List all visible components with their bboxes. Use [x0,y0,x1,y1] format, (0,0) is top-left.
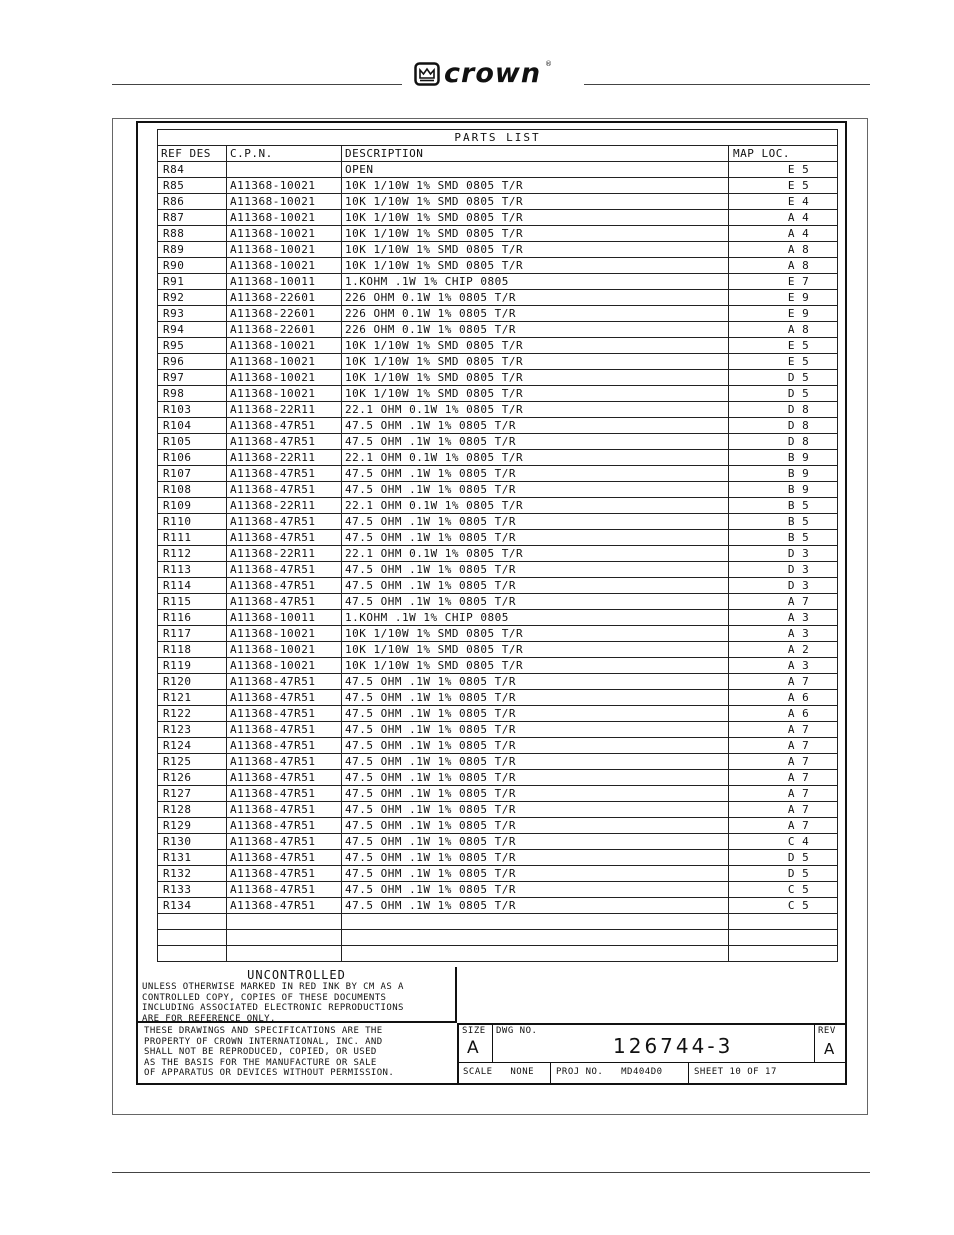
description-cell: 10K 1/10W 1% SMD 0805 T/R [342,194,729,210]
table-row [158,850,838,866]
description-cell: 47.5 OHM .1W 1% 0805 T/R [342,466,729,482]
description-cell: 47.5 OHM .1W 1% 0805 T/R [342,530,729,546]
ref-des-cell: R86 [158,194,227,210]
map-loc-cell: D 3 [729,546,838,562]
description-cell: 47.5 OHM .1W 1% 0805 T/R [342,514,729,530]
table-row [158,194,838,210]
cpn-cell: A11368-47R51 [227,706,342,722]
description-cell: 10K 1/10W 1% SMD 0805 T/R [342,354,729,370]
description-cell: 10K 1/10W 1% SMD 0805 T/R [342,226,729,242]
description-cell: 47.5 OHM .1W 1% 0805 T/R [342,866,729,882]
map-loc-cell: B 9 [729,450,838,466]
table-row [158,274,838,290]
description-cell: 47.5 OHM .1W 1% 0805 T/R [342,770,729,786]
cpn-cell: A11368-10021 [227,642,342,658]
description-cell: 10K 1/10W 1% SMD 0805 T/R [342,626,729,642]
map-loc-cell: B 5 [729,498,838,514]
table-row [158,818,838,834]
table-row [158,642,838,658]
dwg-no-cell [493,1025,815,1063]
map-loc-cell: E 5 [729,178,838,194]
description-cell: 10K 1/10W 1% SMD 0805 T/R [342,242,729,258]
table-row [158,898,838,914]
ref-des-cell: R96 [158,354,227,370]
cpn-cell: A11368-22601 [227,306,342,322]
cpn-cell: A11368-10011 [227,610,342,626]
cpn-cell: A11368-10021 [227,210,342,226]
table-row [158,322,838,338]
description-cell: 1.KOHM .1W 1% CHIP 0805 [342,274,729,290]
description-cell: 22.1 OHM 0.1W 1% 0805 T/R [342,402,729,418]
map-loc-cell: A 7 [729,818,838,834]
description-cell: 47.5 OHM .1W 1% 0805 T/R [342,850,729,866]
table-row [158,450,838,466]
ref-des-cell: R92 [158,290,227,306]
property-line: THESE DRAWINGS AND SPECIFICATIONS ARE THE [144,1026,383,1036]
ref-des-cell: R104 [158,418,227,434]
size-value: A [467,1038,480,1058]
description-cell: 1.KOHM .1W 1% CHIP 0805 [342,610,729,626]
cpn-cell: A11368-10021 [227,194,342,210]
parts-list-title-row [158,130,838,146]
cpn-cell: A11368-47R51 [227,514,342,530]
parts-list-table [157,129,838,962]
cpn-cell: A11368-47R51 [227,898,342,914]
parts-list-title: PARTS LIST [158,130,838,146]
description-cell: 22.1 OHM 0.1W 1% 0805 T/R [342,546,729,562]
description-cell: 226 OHM 0.1W 1% 0805 T/R [342,290,729,306]
cpn-cell: A11368-22601 [227,322,342,338]
table-row [158,530,838,546]
ref-des-cell: R127 [158,786,227,802]
ref-des-cell: R103 [158,402,227,418]
table-row [158,690,838,706]
description-cell: 47.5 OHM .1W 1% 0805 T/R [342,898,729,914]
map-loc-cell: A 7 [729,770,838,786]
drawing-number: 126744-3 [613,1034,734,1058]
description-cell: 47.5 OHM .1W 1% 0805 T/R [342,754,729,770]
scale-label: SCALE [463,1067,493,1077]
ref-des-cell: R110 [158,514,227,530]
ref-des-cell: R97 [158,370,227,386]
ref-des-cell: R93 [158,306,227,322]
description-cell: 226 OHM 0.1W 1% 0805 T/R [342,322,729,338]
map-loc-cell: E 5 [729,162,838,178]
table-row [158,482,838,498]
map-loc-cell: A 6 [729,690,838,706]
table-row [158,866,838,882]
description-cell: 10K 1/10W 1% SMD 0805 T/R [342,386,729,402]
map-loc-cell: E 4 [729,194,838,210]
crown-icon [414,62,440,86]
table-row [158,338,838,354]
description-cell: 47.5 OHM .1W 1% 0805 T/R [342,482,729,498]
blank-cell [227,930,342,946]
table-row [158,754,838,770]
cpn-cell: A11368-10021 [227,658,342,674]
table-row [158,226,838,242]
table-row [158,658,838,674]
cpn-cell: A11368-47R51 [227,578,342,594]
table-row [158,786,838,802]
blank-cell [342,946,729,962]
parts-list-header-row [158,146,838,162]
uncontrolled-line: UNLESS OTHERWISE MARKED IN RED INK BY CM AS A [142,982,404,992]
table-row [158,306,838,322]
cpn-cell: A11368-47R51 [227,786,342,802]
table-row [158,578,838,594]
table-row [158,210,838,226]
table-row [158,722,838,738]
cpn-cell [227,162,342,178]
ref-des-cell: R134 [158,898,227,914]
blank-cell [342,930,729,946]
ref-des-cell: R113 [158,562,227,578]
description-cell: 47.5 OHM .1W 1% 0805 T/R [342,722,729,738]
map-loc-cell: D 8 [729,434,838,450]
table-row [158,882,838,898]
map-loc-cell: A 4 [729,226,838,242]
ref-des-cell: R118 [158,642,227,658]
table-row [158,418,838,434]
cpn-cell: A11368-10021 [227,354,342,370]
header-description: DESCRIPTION [342,146,729,162]
blank-cell [729,930,838,946]
uncontrolled-title: UNCONTROLLED [247,968,346,982]
map-loc-cell: A 3 [729,658,838,674]
blank-cell [158,930,227,946]
description-cell: 47.5 OHM .1W 1% 0805 T/R [342,434,729,450]
blank-cell [729,946,838,962]
blank-row [158,914,838,930]
map-loc-cell: C 4 [729,834,838,850]
table-row [158,706,838,722]
cpn-cell: A11368-22R11 [227,450,342,466]
header-cpn: C.P.N. [227,146,342,162]
map-loc-cell: D 8 [729,402,838,418]
description-cell: OPEN [342,162,729,178]
cpn-cell: A11368-10021 [227,178,342,194]
table-row [158,354,838,370]
ref-des-cell: R119 [158,658,227,674]
cpn-cell: A11368-47R51 [227,866,342,882]
cpn-cell: A11368-22R11 [227,498,342,514]
table-row [158,242,838,258]
description-cell: 47.5 OHM .1W 1% 0805 T/R [342,786,729,802]
ref-des-cell: R131 [158,850,227,866]
proj-no-value: MD404D0 [621,1067,663,1077]
ref-des-cell: R132 [158,866,227,882]
blank-cell [158,914,227,930]
ref-des-cell: R130 [158,834,227,850]
map-loc-cell: C 5 [729,898,838,914]
description-cell: 47.5 OHM .1W 1% 0805 T/R [342,578,729,594]
ref-des-cell: R105 [158,434,227,450]
cpn-cell: A11368-10021 [227,386,342,402]
ref-des-cell: R95 [158,338,227,354]
description-cell: 47.5 OHM .1W 1% 0805 T/R [342,738,729,754]
table-row [158,386,838,402]
map-loc-cell: A 8 [729,258,838,274]
map-loc-cell: A 7 [729,754,838,770]
title-block [457,1023,847,1085]
table-row [158,370,838,386]
property-line: SHALL NOT BE REPRODUCED, COPIED, OR USED [144,1047,377,1057]
sheet-cell [689,1063,847,1085]
cpn-cell: A11368-47R51 [227,482,342,498]
ref-des-cell: R128 [158,802,227,818]
table-row [158,178,838,194]
map-loc-cell: B 5 [729,514,838,530]
cpn-cell: A11368-10011 [227,274,342,290]
header-rule-right [584,84,870,85]
cpn-cell: A11368-47R51 [227,674,342,690]
table-row [158,610,838,626]
cpn-cell: A11368-10021 [227,258,342,274]
ref-des-cell: R85 [158,178,227,194]
sheet-number: SHEET 10 OF 17 [694,1067,777,1077]
table-row [158,626,838,642]
description-cell: 10K 1/10W 1% SMD 0805 T/R [342,642,729,658]
ref-des-cell: R126 [158,770,227,786]
map-loc-cell: E 9 [729,290,838,306]
cpn-cell: A11368-10021 [227,626,342,642]
map-loc-cell: E 5 [729,354,838,370]
header-map-loc: MAP LOC. [729,146,838,162]
cpn-cell: A11368-47R51 [227,850,342,866]
rev-value: A [824,1040,835,1058]
description-cell: 47.5 OHM .1W 1% 0805 T/R [342,882,729,898]
description-cell: 226 OHM 0.1W 1% 0805 T/R [342,306,729,322]
footer-rule [112,1172,870,1173]
rev-cell [815,1025,847,1063]
ref-des-cell: R84 [158,162,227,178]
crown-logo [414,60,552,88]
scale-value: NONE [510,1067,535,1077]
table-row [158,674,838,690]
cpn-cell: A11368-47R51 [227,754,342,770]
map-loc-cell: A 7 [729,594,838,610]
table-row [158,546,838,562]
ref-des-cell: R123 [158,722,227,738]
map-loc-cell: C 5 [729,882,838,898]
map-loc-cell: A 7 [729,786,838,802]
blank-cell [342,914,729,930]
map-loc-cell: E 7 [729,274,838,290]
ref-des-cell: R114 [158,578,227,594]
description-cell: 47.5 OHM .1W 1% 0805 T/R [342,594,729,610]
map-loc-cell: A 2 [729,642,838,658]
map-loc-cell: A 8 [729,242,838,258]
rev-label: REV [818,1026,836,1036]
table-row [158,434,838,450]
cpn-cell: A11368-10021 [227,242,342,258]
dwg-no-label: DWG NO. [496,1026,538,1036]
description-cell: 22.1 OHM 0.1W 1% 0805 T/R [342,450,729,466]
ref-des-cell: R121 [158,690,227,706]
ref-des-cell: R124 [158,738,227,754]
table-row [158,738,838,754]
table-row [158,802,838,818]
cpn-cell: A11368-47R51 [227,466,342,482]
description-cell: 47.5 OHM .1W 1% 0805 T/R [342,834,729,850]
proj-no-cell [551,1063,689,1085]
map-loc-cell: A 4 [729,210,838,226]
map-loc-cell: D 3 [729,578,838,594]
cpn-cell: A11368-22R11 [227,402,342,418]
ref-des-cell: R117 [158,626,227,642]
property-line: OF APPARATUS OR DEVICES WITHOUT PERMISSION. [144,1068,395,1078]
map-loc-cell: D 8 [729,418,838,434]
cpn-cell: A11368-47R51 [227,834,342,850]
description-cell: 10K 1/10W 1% SMD 0805 T/R [342,210,729,226]
blank-cell [227,946,342,962]
property-line: AS THE BASIS FOR THE MANUFACTURE OR SALE [144,1057,377,1068]
map-loc-cell: D 5 [729,850,838,866]
ref-des-cell: R87 [158,210,227,226]
description-cell: 10K 1/10W 1% SMD 0805 T/R [342,338,729,354]
ref-des-cell: R120 [158,674,227,690]
cpn-cell: A11368-47R51 [227,722,342,738]
ref-des-cell: R108 [158,482,227,498]
ref-des-cell: R94 [158,322,227,338]
table-row [158,834,838,850]
table-row [158,466,838,482]
map-loc-cell: B 9 [729,482,838,498]
description-cell: 47.5 OHM .1W 1% 0805 T/R [342,674,729,690]
brand-wordmark: crown [444,58,542,89]
ref-des-cell: R133 [158,882,227,898]
table-row [158,402,838,418]
description-cell: 47.5 OHM .1W 1% 0805 T/R [342,690,729,706]
ref-des-cell: R88 [158,226,227,242]
map-loc-cell: D 5 [729,866,838,882]
ref-des-cell: R91 [158,274,227,290]
ref-des-cell: R106 [158,450,227,466]
cpn-cell: A11368-47R51 [227,770,342,786]
table-row [158,514,838,530]
description-cell: 47.5 OHM .1W 1% 0805 T/R [342,802,729,818]
map-loc-cell: A 7 [729,674,838,690]
uncontrolled-line: ARE FOR REFERENCE ONLY. [142,1013,276,1024]
table-row [158,162,838,178]
table-row [158,562,838,578]
table-row [158,290,838,306]
ref-des-cell: R115 [158,594,227,610]
blank-row [158,930,838,946]
cpn-cell: A11368-10021 [227,338,342,354]
map-loc-cell: B 5 [729,530,838,546]
cpn-cell: A11368-47R51 [227,418,342,434]
cpn-cell: A11368-47R51 [227,818,342,834]
map-loc-cell: E 5 [729,338,838,354]
ref-des-cell: R89 [158,242,227,258]
map-loc-cell: E 9 [729,306,838,322]
registered-mark: ® [545,60,553,68]
ref-des-cell: R90 [158,258,227,274]
description-cell: 47.5 OHM .1W 1% 0805 T/R [342,706,729,722]
uncontrolled-line: CONTROLLED COPY, COPIES OF THESE DOCUMENTS [142,992,387,1003]
map-loc-cell: A 6 [729,706,838,722]
ref-des-cell: R111 [158,530,227,546]
table-row [158,258,838,274]
uncontrolled-line: INCLUDING ASSOCIATED ELECTRONIC REPRODUCTIONS [142,1003,404,1013]
cpn-cell: A11368-47R51 [227,562,342,578]
table-row [158,498,838,514]
ref-des-cell: R122 [158,706,227,722]
uncontrolled-notice [138,967,457,1023]
map-loc-cell: A 3 [729,610,838,626]
description-cell: 10K 1/10W 1% SMD 0805 T/R [342,258,729,274]
map-loc-cell: B 9 [729,466,838,482]
table-row [158,770,838,786]
description-cell: 47.5 OHM .1W 1% 0805 T/R [342,418,729,434]
map-loc-cell: A 7 [729,722,838,738]
cpn-cell: A11368-10021 [227,226,342,242]
table-row [158,594,838,610]
map-loc-cell: D 5 [729,386,838,402]
map-loc-cell: A 8 [729,322,838,338]
map-loc-cell: A 3 [729,626,838,642]
blank-cell [158,946,227,962]
cpn-cell: A11368-47R51 [227,434,342,450]
ref-des-cell: R107 [158,466,227,482]
size-cell [459,1025,493,1063]
description-cell: 22.1 OHM 0.1W 1% 0805 T/R [342,498,729,514]
blank-cell [729,914,838,930]
description-cell: 10K 1/10W 1% SMD 0805 T/R [342,658,729,674]
blank-row [158,946,838,962]
ref-des-cell: R129 [158,818,227,834]
cpn-cell: A11368-47R51 [227,530,342,546]
ref-des-cell: R98 [158,386,227,402]
ref-des-cell: R116 [158,610,227,626]
property-notice [144,1026,456,1079]
header-rule-left [112,84,402,85]
map-loc-cell: A 7 [729,738,838,754]
cpn-cell: A11368-47R51 [227,738,342,754]
description-cell: 47.5 OHM .1W 1% 0805 T/R [342,818,729,834]
cpn-cell: A11368-47R51 [227,690,342,706]
ref-des-cell: R112 [158,546,227,562]
scale-cell [459,1063,551,1085]
cpn-cell: A11368-47R51 [227,594,342,610]
blank-cell [227,914,342,930]
proj-no-label: PROJ NO. [556,1067,604,1077]
map-loc-cell: D 3 [729,562,838,578]
cpn-cell: A11368-47R51 [227,802,342,818]
map-loc-cell: A 7 [729,802,838,818]
cpn-cell: A11368-10021 [227,370,342,386]
property-line: PROPERTY OF CROWN INTERNATIONAL, INC. AND [144,1036,383,1047]
size-label: SIZE [462,1026,486,1036]
cpn-cell: A11368-22R11 [227,546,342,562]
description-cell: 10K 1/10W 1% SMD 0805 T/R [342,370,729,386]
header-ref-des: REF DES [158,146,227,162]
ref-des-cell: R125 [158,754,227,770]
map-loc-cell: D 5 [729,370,838,386]
cpn-cell: A11368-22601 [227,290,342,306]
description-cell: 10K 1/10W 1% SMD 0805 T/R [342,178,729,194]
cpn-cell: A11368-47R51 [227,882,342,898]
description-cell: 47.5 OHM .1W 1% 0805 T/R [342,562,729,578]
ref-des-cell: R109 [158,498,227,514]
